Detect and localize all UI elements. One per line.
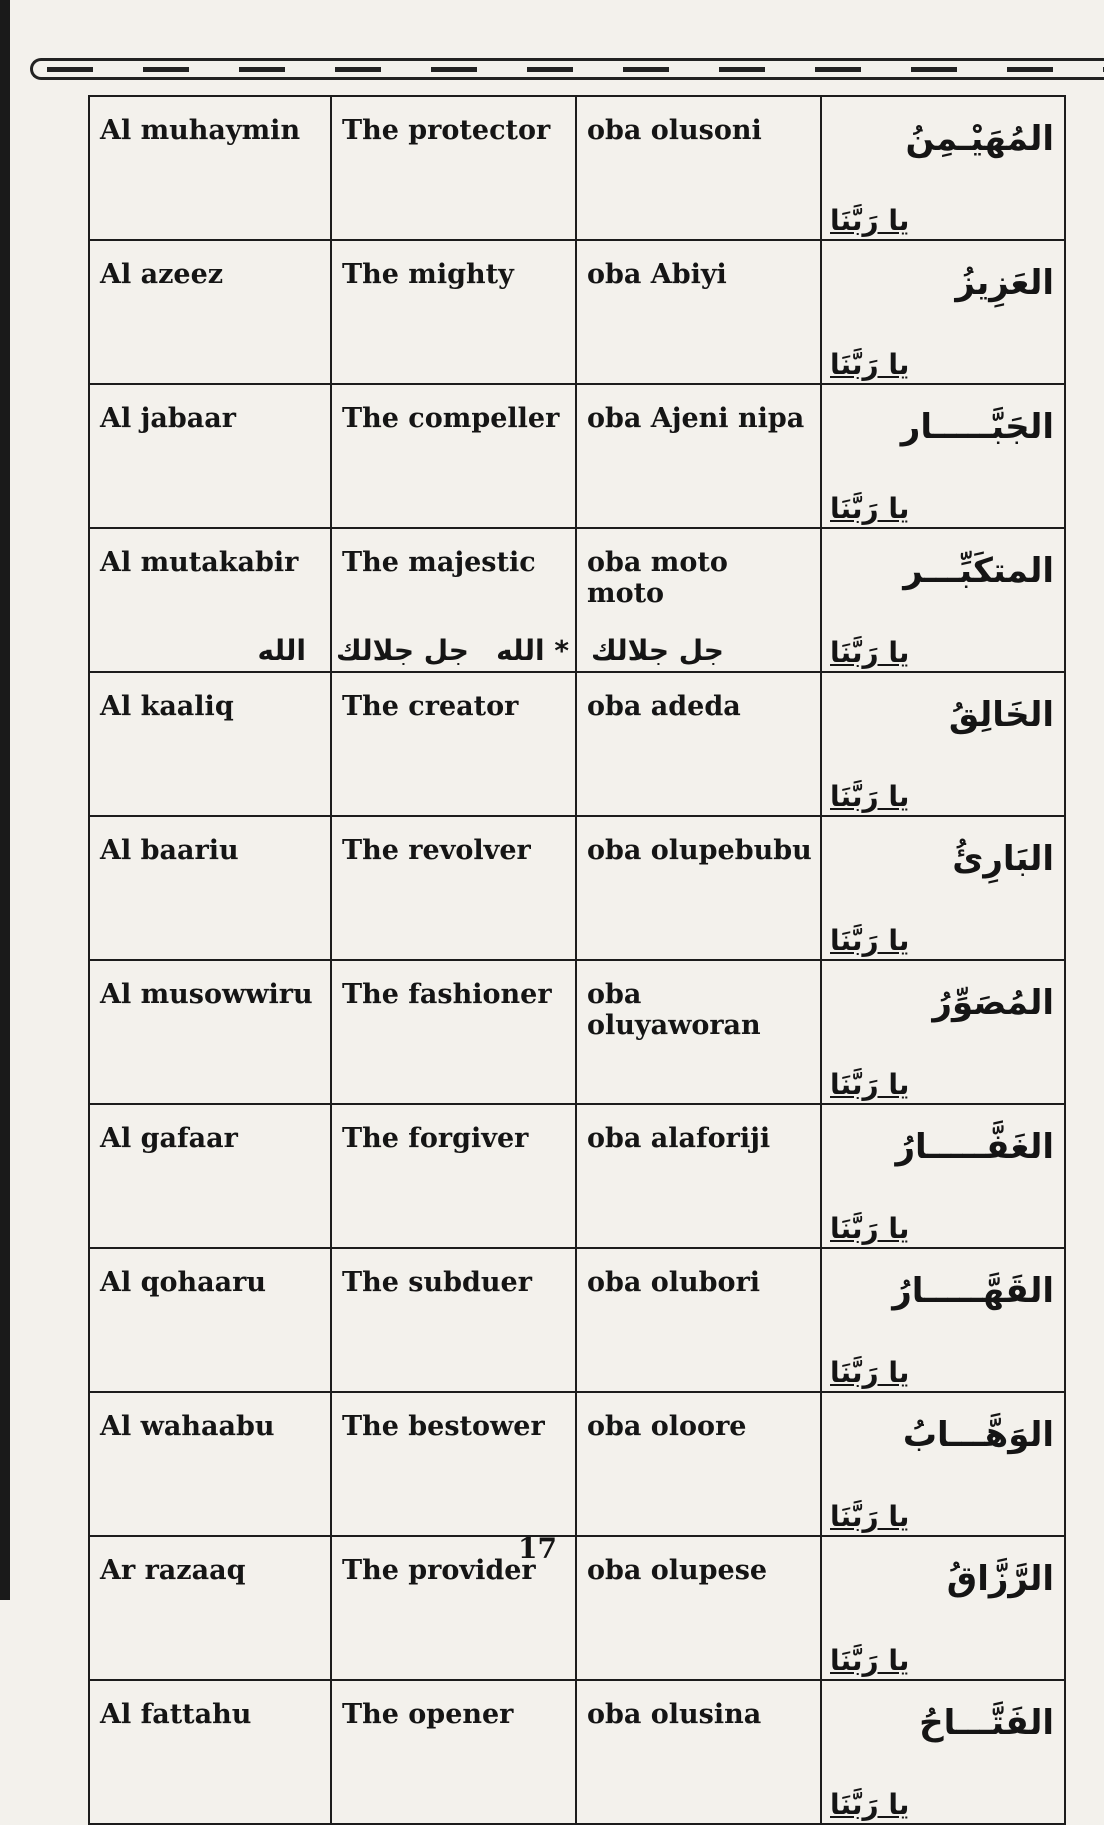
english-meaning: The protector (342, 115, 551, 146)
english-meaning: The creator (342, 691, 519, 722)
arabic-cell (821, 1392, 1065, 1536)
arabic-cell (821, 960, 1065, 1104)
transliteration: Al baariu (100, 835, 239, 866)
yoruba-meaning: oba olusina (587, 1699, 762, 1730)
english-meaning: The mighty (342, 259, 514, 290)
yoruba-cell (576, 240, 821, 384)
translit-cell (89, 528, 331, 672)
english-meaning: The majestic (342, 547, 536, 578)
transliteration: Al kaaliq (100, 691, 234, 722)
transliteration: Al musowwiru (100, 979, 313, 1010)
invocation: يا رَبَّنَا (830, 636, 910, 669)
yoruba-cell (576, 528, 821, 672)
transliteration: Al gafaar (100, 1123, 238, 1154)
majesty-text: جل جلالك (336, 634, 469, 667)
table-row (89, 960, 1065, 1104)
arabic-cell (821, 96, 1065, 240)
arabic-name: المُهَيْـمِنُ (905, 119, 1054, 159)
yoruba-meaning: oba olubori (587, 1267, 761, 1298)
english-cell (331, 240, 576, 384)
invocation: يا رَبَّنَا (830, 1644, 910, 1677)
table-row (89, 1680, 1065, 1824)
arabic-cell (821, 672, 1065, 816)
yoruba-meaning: oba Abiyi (587, 259, 727, 290)
arabic-cell (821, 1536, 1065, 1680)
transliteration: Ar razaaq (100, 1555, 246, 1586)
arabic-name: الخَالِقُ (948, 695, 1054, 735)
yoruba-meaning: oba adeda (587, 691, 741, 722)
arabic-cell (821, 384, 1065, 528)
arabic-name: المُصَوِّرُ (932, 983, 1054, 1023)
transliteration: Al mutakabir (100, 547, 299, 578)
invocation: يا رَبَّنَا (830, 204, 910, 237)
invocation: يا رَبَّنَا (830, 780, 910, 813)
english-cell (331, 672, 576, 816)
english-meaning: The revolver (342, 835, 531, 866)
arabic-name: الجَبَّـــــار (900, 407, 1054, 447)
majesty-text: جل جلالك (591, 634, 724, 667)
english-cell (331, 1680, 576, 1824)
invocation: يا رَبَّنَا (830, 492, 910, 525)
invocation: يا رَبَّنَا (830, 924, 910, 957)
english-cell (331, 96, 576, 240)
yoruba-cell (576, 96, 821, 240)
table-row (89, 1104, 1065, 1248)
transliteration: Al azeez (100, 259, 224, 290)
translit-cell (89, 384, 331, 528)
yoruba-cell (576, 384, 821, 528)
translit-cell (89, 1680, 331, 1824)
invocation: يا رَبَّنَا (830, 348, 910, 381)
table-row (89, 1392, 1065, 1536)
table-row (89, 1536, 1065, 1680)
translit-cell (89, 960, 331, 1104)
yoruba-meaning: oba olupebubu (587, 835, 812, 866)
translit-cell (89, 1392, 331, 1536)
yoruba-meaning: oba oloore (587, 1411, 747, 1442)
yoruba-cell (576, 816, 821, 960)
table-row (89, 528, 1065, 672)
yoruba-meaning: oba moto moto (587, 547, 728, 609)
arabic-cell (821, 1248, 1065, 1392)
majesty-text: الله * (496, 634, 569, 667)
translit-cell (89, 1104, 331, 1248)
english-meaning: The opener (342, 1699, 514, 1730)
arabic-cell (821, 240, 1065, 384)
english-meaning: The forgiver (342, 1123, 529, 1154)
arabic-name: الرَّزَّاقُ (946, 1559, 1054, 1599)
yoruba-cell (576, 960, 821, 1104)
page-number: 17 (518, 1532, 557, 1565)
yoruba-cell (576, 1392, 821, 1536)
transliteration: Al jabaar (100, 403, 236, 434)
arabic-name: الفَتَّـــاحُ (919, 1703, 1054, 1743)
table-row (89, 1248, 1065, 1392)
yoruba-cell (576, 1680, 821, 1824)
names-table (88, 95, 1066, 1825)
english-meaning: The subduer (342, 1267, 532, 1298)
arabic-name: العَزِيزُ (955, 263, 1054, 303)
english-cell (331, 1104, 576, 1248)
table-row (89, 96, 1065, 240)
english-cell (331, 384, 576, 528)
majesty-text: الله (257, 634, 306, 667)
translit-cell (89, 96, 331, 240)
english-cell (331, 960, 576, 1104)
table-row (89, 816, 1065, 960)
arabic-cell (821, 1104, 1065, 1248)
arabic-name: القَهَّـــــارُ (892, 1271, 1054, 1311)
transliteration: Al fattahu (100, 1699, 252, 1730)
translit-cell (89, 1536, 331, 1680)
yoruba-cell (576, 1536, 821, 1680)
arabic-name: الوَهَّـــابُ (902, 1415, 1054, 1455)
yoruba-meaning: oba olusoni (587, 115, 762, 146)
transliteration: Al wahaabu (100, 1411, 275, 1442)
yoruba-cell (576, 1104, 821, 1248)
english-cell (331, 816, 576, 960)
english-cell (331, 1392, 576, 1536)
translit-cell (89, 672, 331, 816)
translit-cell (89, 240, 331, 384)
translit-cell (89, 1248, 331, 1392)
transliteration: Al qohaaru (100, 1267, 266, 1298)
english-cell (331, 1248, 576, 1392)
english-meaning: The provider (342, 1555, 536, 1586)
english-meaning: The bestower (342, 1411, 545, 1442)
arabic-name: المتكَبِّـــر (903, 551, 1054, 591)
arabic-cell (821, 1680, 1065, 1824)
english-cell (331, 528, 576, 672)
decorative-border (30, 58, 1104, 80)
yoruba-meaning: oba oluyaworan (587, 979, 761, 1041)
table-row (89, 240, 1065, 384)
yoruba-cell (576, 1248, 821, 1392)
english-meaning: The fashioner (342, 979, 552, 1010)
yoruba-meaning: oba olupese (587, 1555, 768, 1586)
yoruba-meaning: oba Ajeni nipa (587, 403, 805, 434)
invocation: يا رَبَّنَا (830, 1356, 910, 1389)
table-row (89, 384, 1065, 528)
invocation: يا رَبَّنَا (830, 1212, 910, 1245)
arabic-cell (821, 528, 1065, 672)
transliteration: Al muhaymin (100, 115, 301, 146)
table-row (89, 672, 1065, 816)
translit-cell (89, 816, 331, 960)
english-meaning: The compeller (342, 403, 560, 434)
arabic-name: البَارِئُ (952, 839, 1054, 879)
yoruba-meaning: oba alaforiji (587, 1123, 771, 1154)
yoruba-cell (576, 672, 821, 816)
invocation: يا رَبَّنَا (830, 1500, 910, 1533)
scan-edge (0, 0, 10, 1600)
arabic-cell (821, 816, 1065, 960)
arabic-name: الغَفَّـــــارُ (895, 1127, 1054, 1167)
invocation: يا رَبَّنَا (830, 1788, 910, 1821)
invocation: يا رَبَّنَا (830, 1068, 910, 1101)
